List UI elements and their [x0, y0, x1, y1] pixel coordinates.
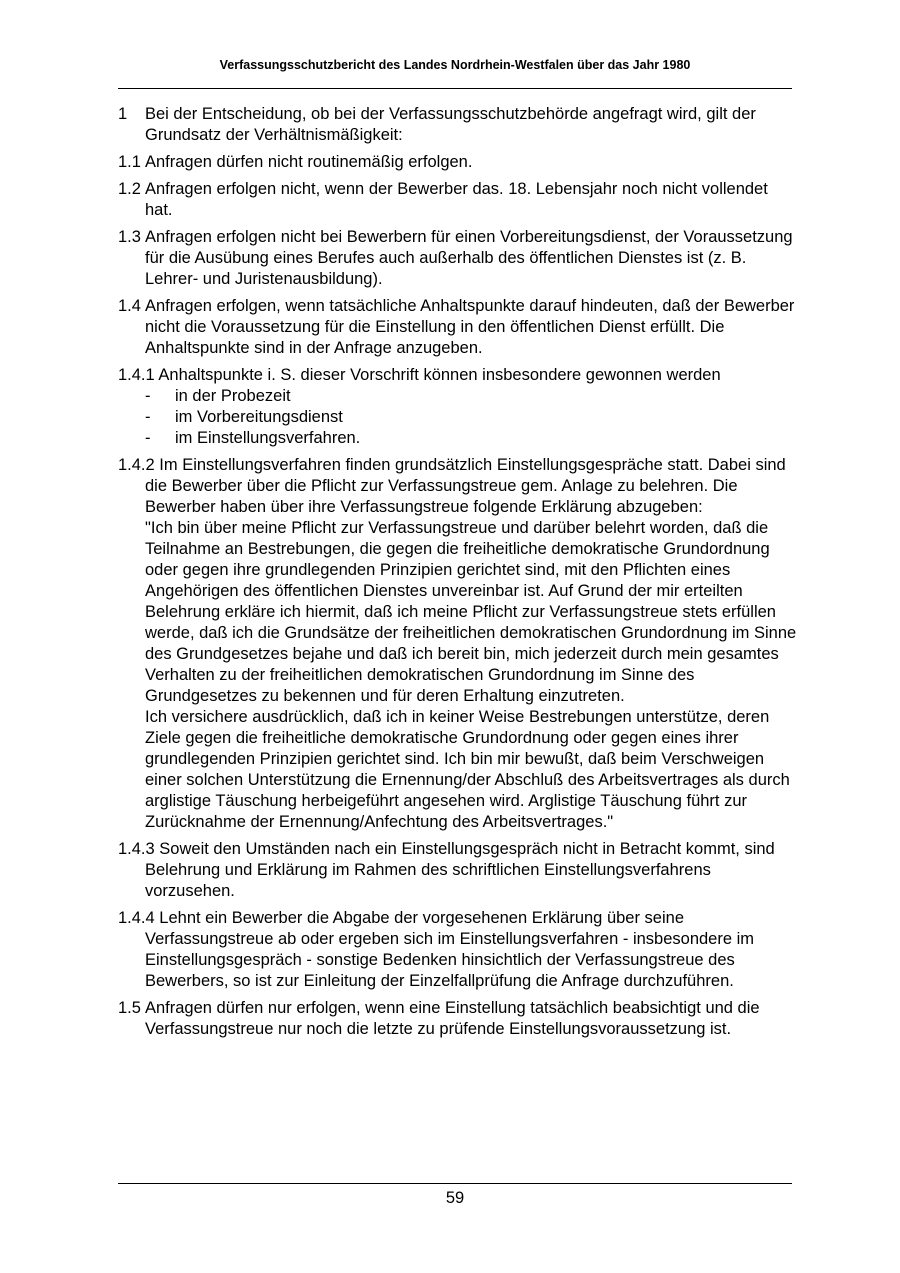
clause-text: Anfragen erfolgen, wenn tatsächliche Anhaltspunkte darauf hindeuten, daß der Bewerber nicht die Voraussetzung für die Einstellung in den öffentlichen Dienst erfüllt. Die Anhaltspunkte sind in der Anfrage anzugeben. — [145, 297, 795, 357]
clause-1-1 — [118, 152, 798, 173]
clause-number: 1.4.1 — [118, 366, 155, 384]
page-number: 59 — [445, 1189, 465, 1207]
clause-text-body: Im Einstellungsverfahren finden grundsätzlich Einstellungsgespräche statt. Dabei sind die Bewerber über die Pflicht zur Verfassungstreue gem. Anlage zu belehren. Die Bewerber haben über ihre Verfassungstreue folgende Erklärung abzugeben: — [145, 456, 786, 516]
clause-number: 1 — [118, 105, 128, 123]
header-divider — [118, 88, 792, 89]
declaration-quote-part-1: "Ich bin über meine Pflicht zur Verfassungstreue und darüber belehrt worden, daß die Teilnahme an Bestrebungen, die gegen die freiheitliche demokratische Grundordnung oder gegen ihre grundlegenden Prinzipien gerichtet sind, mit den Pflichten eines Angehörigen des öffentlichen Dienstes unvereinbar ist. Auf Grund der mir erteilten Belehrung erkläre ich hiermit, daß ich meine Pflicht zur Verfassungstreue stets erfüllen werde, daß ich die Grundsätze der freiheitlichen demokratischen Grundordnung im Sinne des Grundgesetzes bejahe und daß ich bereit bin, mich jederzeit durch mein gesamtes Verhalten zu der freiheitlichen demokratischen Grundordnung im Sinne des Grundgesetzes zu bekennen und für deren Erhaltung einzutreten. — [145, 519, 797, 705]
clause-text: Anfragen dürfen nicht routinemäßig erfolgen. — [145, 153, 473, 171]
clause-text — [118, 908, 798, 992]
clause-number: 1.4.2 — [118, 456, 155, 474]
clause-text-body: Soweit den Umständen nach ein Einstellungsgespräch nicht in Betracht kommt, sind Belehrung und Erklärung im Rahmen des schriftlichen Einstellungsverfahrens vorzusehen. — [145, 840, 775, 900]
clause-number: 1.3 — [118, 228, 141, 246]
clause-1-4-3 — [118, 839, 798, 902]
footer-divider — [118, 1183, 792, 1184]
clause-1-4-2 — [118, 455, 798, 833]
clause-1-4 — [118, 296, 798, 359]
clause-text — [118, 455, 798, 518]
list-item: - in der Probezeit — [145, 387, 291, 405]
clause-text: Bei der Entscheidung, ob bei der Verfassungsschutzbehörde angefragt wird, gilt der Grundsatz der Verhältnismäßigkeit: — [145, 105, 756, 144]
clause-1-4-1 — [118, 365, 798, 449]
clause-number: 1.4.3 — [118, 840, 155, 858]
list-item: - im Vorbereitungsdienst — [145, 408, 343, 426]
clause-number: 1.1 — [118, 153, 141, 171]
clause-1 — [118, 104, 798, 146]
document-body — [118, 104, 798, 1046]
clause-text-body: Anhaltspunkte i. S. dieser Vorschrift können insbesondere gewonnen werden — [158, 366, 721, 384]
clause-1-2 — [118, 179, 798, 221]
dash-list — [145, 386, 798, 449]
clause-text: Anfragen dürfen nur erfolgen, wenn eine Einstellung tatsächlich beabsichtigt und die Verfassungstreue nur noch die letzte zu prüfende Einstellungsvoraussetzung ist. — [145, 999, 760, 1038]
clause-1-5 — [118, 998, 798, 1040]
clause-number: 1.4.4 — [118, 909, 155, 927]
list-item: - im Einstellungsverfahren. — [145, 429, 361, 447]
clause-text-body: Lehnt ein Bewerber die Abgabe der vorgesehenen Erklärung über seine Verfassungstreue ab oder ergeben sich im Einstellungsverfahren - insbesondere im Einstellungsgespräch - sonstige Bedenken hinsichtlich der Verfassungstreue des Bewerbers, so ist zur Einleitung der Einzelfallprüfung die Anfrage durchzuführen. — [145, 909, 755, 990]
clause-number: 1.5 — [118, 999, 141, 1017]
clause-text: Anfragen erfolgen nicht bei Bewerbern für einen Vorbereitungsdienst, der Voraussetzung für die Ausübung eines Berufes auch außerhalb des öffentlichen Dienstes ist (z. B. Lehrer- und Juristenausbildung). — [145, 228, 793, 288]
clause-text — [118, 839, 798, 902]
clause-text — [118, 365, 798, 386]
clause-1-4-4 — [118, 908, 798, 992]
clause-1-3 — [118, 227, 798, 290]
clause-number: 1.4 — [118, 297, 141, 315]
clause-text: Anfragen erfolgen nicht, wenn der Bewerber das. 18. Lebensjahr noch nicht vollendet hat. — [145, 180, 768, 219]
page-header-title: Verfassungsschutzbericht des Landes Nordrhein-Westfalen über das Jahr 1980 — [219, 58, 691, 72]
clause-number: 1.2 — [118, 180, 141, 198]
declaration-quote-part-2: Ich versichere ausdrücklich, daß ich in keiner Weise Bestrebungen unterstütze, deren Ziele gegen die freiheitliche demokratische Grundordnung oder gegen eines ihrer grundlegenden Prinzipien gerichtet sind. Ich bin mir bewußt, daß beim Verschweigen einer solchen Unterstützung die Ernennung/der Abschluß des Arbeitsvertrages als durch arglistige Täuschung herbeigeführt angesehen wird. Arglistige Täuschung führt zur Zurücknahme der Ernennung/Anfechtung des Arbeitsvertrages." — [145, 708, 790, 831]
